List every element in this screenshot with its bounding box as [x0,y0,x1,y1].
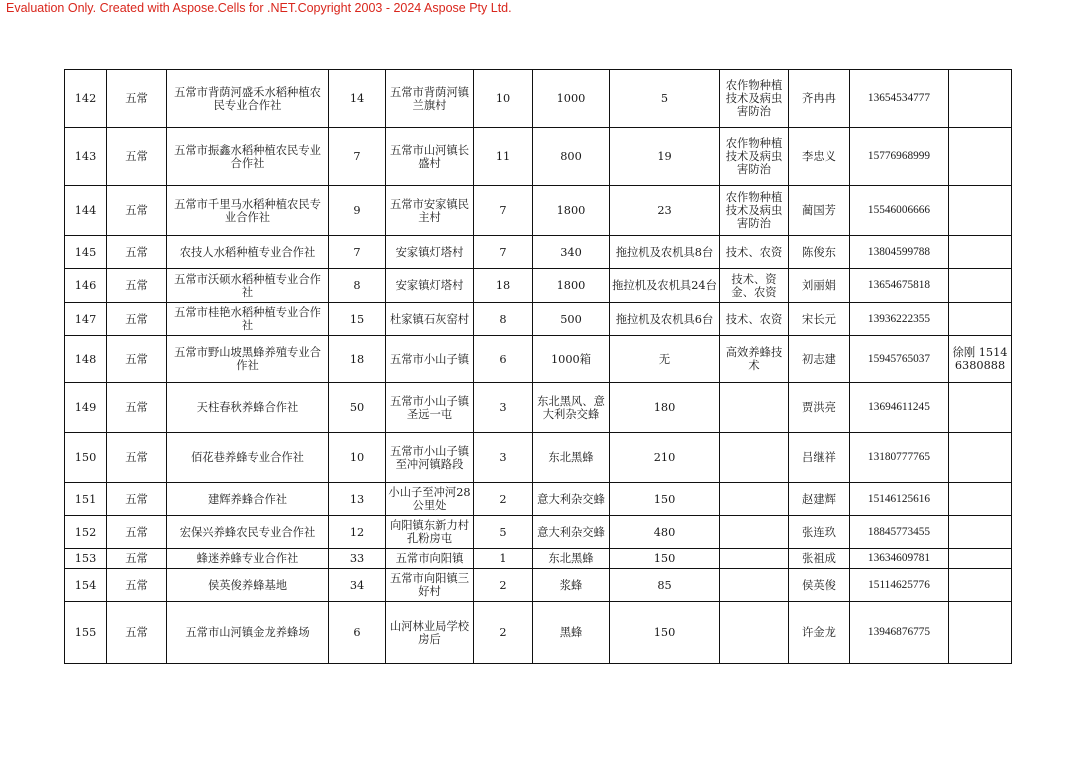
equipment-cell: 210 [610,433,720,483]
address-cell: 杜家镇石灰窑村 [386,303,474,336]
phone-cell: 18845773455 [850,516,949,549]
need-cell [720,516,789,549]
member-count-cell: 7 [329,128,386,186]
phone-cell: 13654675818 [850,269,949,303]
table-row [65,483,1012,516]
contact-cell: 贾洪亮 [789,383,850,433]
need-cell: 技术、农资 [720,236,789,269]
scale-cell: 3 [474,433,533,483]
equipment-cell: 拖拉机及农机具6台 [610,303,720,336]
need-cell: 农作物种植技术及病虫害防治 [720,70,789,128]
seq-cell: 149 [65,383,107,433]
contact-cell: 李忠义 [789,128,850,186]
need-cell [720,602,789,664]
table-row [65,128,1012,186]
address-cell: 五常市小山子镇至冲河镇路段 [386,433,474,483]
org-name-cell: 五常市桂艳水稻种植专业合作社 [167,303,329,336]
equipment-cell: 180 [610,383,720,433]
member-count-cell: 12 [329,516,386,549]
area-cell: 1800 [533,269,610,303]
county-cell: 五常 [107,70,167,128]
address-cell: 安家镇灯塔村 [386,236,474,269]
need-cell: 高效养蜂技术 [720,336,789,383]
equipment-cell: 5 [610,70,720,128]
need-cell: 农作物种植技术及病虫害防治 [720,186,789,236]
org-name-cell: 农技人水稻种植专业合作社 [167,236,329,269]
scale-cell: 7 [474,236,533,269]
need-cell: 技术、资金、农资 [720,269,789,303]
seq-cell: 153 [65,549,107,569]
address-cell: 山河林业局学校房后 [386,602,474,664]
scale-cell: 6 [474,336,533,383]
other-contact-cell [949,186,1012,236]
seq-cell: 143 [65,128,107,186]
table-row [65,303,1012,336]
table-row [65,549,1012,569]
contact-cell: 侯英俊 [789,569,850,602]
area-cell: 黑蜂 [533,602,610,664]
need-cell: 农作物种植技术及病虫害防治 [720,128,789,186]
contact-cell: 张连玖 [789,516,850,549]
address-cell: 五常市山河镇长盛村 [386,128,474,186]
need-cell [720,433,789,483]
address-cell: 五常市向阳镇 [386,549,474,569]
equipment-cell: 19 [610,128,720,186]
scale-cell: 2 [474,483,533,516]
equipment-cell: 拖拉机及农机具8台 [610,236,720,269]
other-contact-cell [949,569,1012,602]
table-row [65,186,1012,236]
org-name-cell: 宏保兴养蜂农民专业合作社 [167,516,329,549]
area-cell: 东北黑蜂 [533,549,610,569]
seq-cell: 150 [65,433,107,483]
watermark-text: Evaluation Only. Created with Aspose.Cells for .NET.Copyright 2003 - 2024 Aspose Pty Ltd. [6,1,512,15]
org-name-cell: 建辉养蜂合作社 [167,483,329,516]
equipment-cell: 拖拉机及农机具24台 [610,269,720,303]
area-cell: 1000箱 [533,336,610,383]
address-cell: 五常市安家镇民主村 [386,186,474,236]
address-cell: 五常市小山子镇 [386,336,474,383]
contact-cell: 齐冉冉 [789,70,850,128]
member-count-cell: 18 [329,336,386,383]
contact-cell: 陈俊东 [789,236,850,269]
other-contact-cell: 徐刚 15146380888 [949,336,1012,383]
county-cell: 五常 [107,269,167,303]
table-row [65,269,1012,303]
table-row [65,602,1012,664]
phone-cell: 15146125616 [850,483,949,516]
phone-cell: 15546006666 [850,186,949,236]
need-cell [720,549,789,569]
phone-cell: 15776968999 [850,128,949,186]
address-cell: 五常市小山子镇圣远一屯 [386,383,474,433]
seq-cell: 155 [65,602,107,664]
other-contact-cell [949,303,1012,336]
area-cell: 东北黑风、意大利杂交蜂 [533,383,610,433]
contact-cell: 许金龙 [789,602,850,664]
table-row [65,569,1012,602]
need-cell [720,483,789,516]
area-cell: 500 [533,303,610,336]
org-name-cell: 五常市山河镇金龙养蜂场 [167,602,329,664]
contact-cell: 宋长元 [789,303,850,336]
other-contact-cell [949,236,1012,269]
scale-cell: 5 [474,516,533,549]
equipment-cell: 23 [610,186,720,236]
address-cell: 向阳镇东新力村孔粉房屯 [386,516,474,549]
phone-cell: 13180777765 [850,433,949,483]
seq-cell: 148 [65,336,107,383]
equipment-cell: 150 [610,483,720,516]
org-name-cell: 五常市沃硕水稻种植专业合作社 [167,269,329,303]
area-cell: 800 [533,128,610,186]
county-cell: 五常 [107,236,167,269]
other-contact-cell [949,602,1012,664]
area-cell: 意大利杂交蜂 [533,483,610,516]
other-contact-cell [949,383,1012,433]
seq-cell: 152 [65,516,107,549]
contact-cell: 初志建 [789,336,850,383]
other-contact-cell [949,549,1012,569]
org-name-cell: 五常市野山坡黑蜂养殖专业合作社 [167,336,329,383]
need-cell: 技术、农资 [720,303,789,336]
member-count-cell: 10 [329,433,386,483]
county-cell: 五常 [107,383,167,433]
scale-cell: 11 [474,128,533,186]
table-row [65,70,1012,128]
other-contact-cell [949,483,1012,516]
equipment-cell: 480 [610,516,720,549]
seq-cell: 144 [65,186,107,236]
need-cell [720,383,789,433]
scale-cell: 8 [474,303,533,336]
member-count-cell: 34 [329,569,386,602]
seq-cell: 142 [65,70,107,128]
other-contact-cell [949,128,1012,186]
phone-cell: 13946876775 [850,602,949,664]
seq-cell: 154 [65,569,107,602]
county-cell: 五常 [107,128,167,186]
org-name-cell: 天柱春秋养蜂合作社 [167,383,329,433]
address-cell: 小山子至冲河28公里处 [386,483,474,516]
equipment-cell: 无 [610,336,720,383]
member-count-cell: 9 [329,186,386,236]
county-cell: 五常 [107,336,167,383]
org-name-cell: 五常市千里马水稻种植农民专业合作社 [167,186,329,236]
area-cell: 1800 [533,186,610,236]
other-contact-cell [949,269,1012,303]
member-count-cell: 7 [329,236,386,269]
county-cell: 五常 [107,602,167,664]
scale-cell: 7 [474,186,533,236]
table-row [65,516,1012,549]
phone-cell: 15945765037 [850,336,949,383]
address-cell: 五常市背荫河镇兰旗村 [386,70,474,128]
county-cell: 五常 [107,483,167,516]
org-name-cell: 五常市振鑫水稻种植农民专业合作社 [167,128,329,186]
phone-cell: 13634609781 [850,549,949,569]
phone-cell: 13694611245 [850,383,949,433]
equipment-cell: 150 [610,602,720,664]
contact-cell: 刘丽娟 [789,269,850,303]
org-name-cell: 佰花巷养蜂专业合作社 [167,433,329,483]
equipment-cell: 85 [610,569,720,602]
county-cell: 五常 [107,433,167,483]
address-cell: 五常市向阳镇三好村 [386,569,474,602]
member-count-cell: 8 [329,269,386,303]
scale-cell: 2 [474,602,533,664]
area-cell: 1000 [533,70,610,128]
address-cell: 安家镇灯塔村 [386,269,474,303]
scale-cell: 10 [474,70,533,128]
member-count-cell: 14 [329,70,386,128]
county-cell: 五常 [107,303,167,336]
county-cell: 五常 [107,569,167,602]
contact-cell: 蔺国芳 [789,186,850,236]
org-name-cell: 五常市背荫河盛禾水稻种植农民专业合作社 [167,70,329,128]
area-cell: 340 [533,236,610,269]
area-cell: 浆蜂 [533,569,610,602]
member-count-cell: 13 [329,483,386,516]
table-row [65,236,1012,269]
contact-cell: 张祖成 [789,549,850,569]
equipment-cell: 150 [610,549,720,569]
scale-cell: 18 [474,269,533,303]
org-name-cell: 蜂迷养蜂专业合作社 [167,549,329,569]
member-count-cell: 15 [329,303,386,336]
org-name-cell: 侯英俊养蜂基地 [167,569,329,602]
scale-cell: 3 [474,383,533,433]
data-table [64,69,1012,664]
phone-cell: 13936222355 [850,303,949,336]
contact-cell: 吕继祥 [789,433,850,483]
member-count-cell: 33 [329,549,386,569]
area-cell: 东北黑蜂 [533,433,610,483]
county-cell: 五常 [107,549,167,569]
member-count-cell: 50 [329,383,386,433]
table-row [65,336,1012,383]
seq-cell: 145 [65,236,107,269]
phone-cell: 13654534777 [850,70,949,128]
other-contact-cell [949,70,1012,128]
phone-cell: 13804599788 [850,236,949,269]
other-contact-cell [949,516,1012,549]
seq-cell: 146 [65,269,107,303]
phone-cell: 15114625776 [850,569,949,602]
scale-cell: 2 [474,569,533,602]
area-cell: 意大利杂交蜂 [533,516,610,549]
member-count-cell: 6 [329,602,386,664]
other-contact-cell [949,433,1012,483]
county-cell: 五常 [107,516,167,549]
table-row [65,383,1012,433]
scale-cell: 1 [474,549,533,569]
table-row [65,433,1012,483]
county-cell: 五常 [107,186,167,236]
need-cell [720,569,789,602]
contact-cell: 赵建辉 [789,483,850,516]
seq-cell: 147 [65,303,107,336]
seq-cell: 151 [65,483,107,516]
